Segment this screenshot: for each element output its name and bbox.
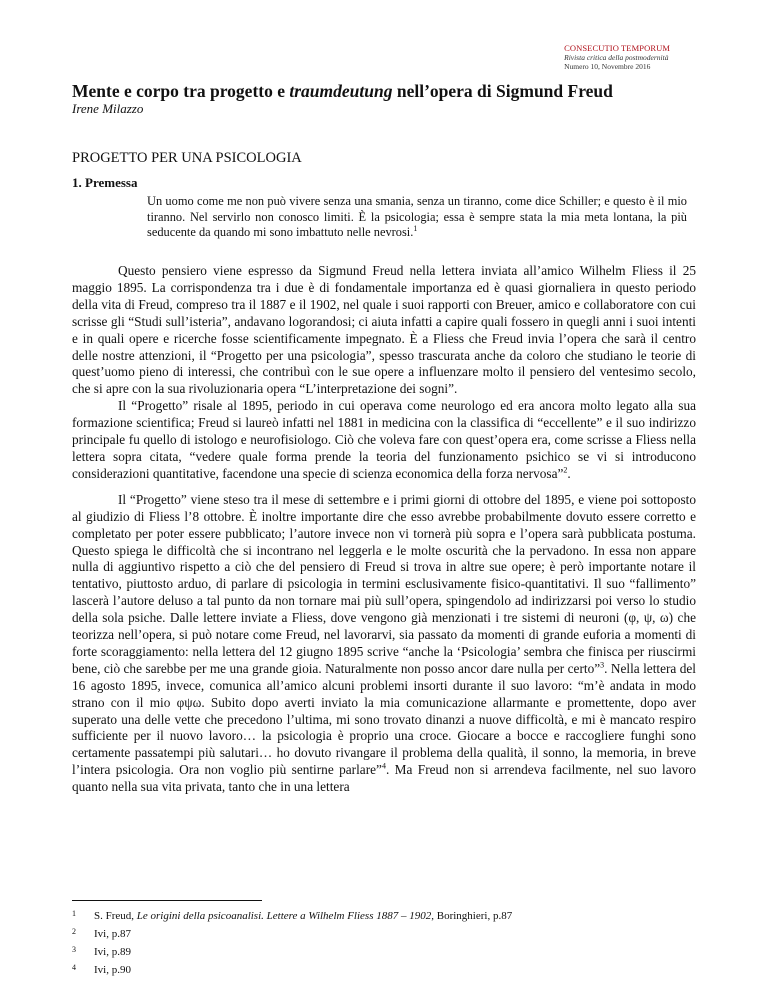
paragraph-3-text-b: . Nella lettera del 16 agosto 1895, invece, comunica all’amico alcuni problemi insorti durante il suo lavoro: “m’è andata in modo strano con il mio φψω. Subito dopo averti inviato la mia comunicazione allarmante e promettente, dopo aver superato una delle vette che precedono l’ultima, mi sono trovato dinanzi a nuove difficoltà, e mi è mancato respiro sufficiente per il nuovo lavoro… la psicologia è proprio una croce. Giocare a bocce e raccogliere funghi sono certamente passatempi più salutari… ho dovuto rivangare il problema della qualità, il sonno, la memoria, in breve l’intera psicologia. Ora non voglio più sentirne parlare” — [72, 660, 696, 778]
article-body — [72, 263, 696, 796]
paragraph-1 — [72, 263, 696, 398]
footnote-ref-3[interactable]: 3 — [600, 660, 605, 670]
footnote-text: Ivi, p.90 — [94, 964, 131, 976]
footnote-number: 4 — [72, 963, 76, 972]
journal-issue: Numero 10, Novembre 2016 — [564, 62, 651, 71]
footnote-number: 2 — [72, 927, 76, 936]
paragraph-2 — [72, 398, 696, 483]
footnote-text-end: , Boringhieri, p.87 — [431, 910, 513, 922]
footnote-4 — [72, 960, 702, 978]
title-part-1: Mente e corpo tra progetto e — [72, 81, 290, 101]
paragraph-3-text-a: Il “Progetto” viene steso tra il mese di settembre e i primi giorni di ottobre del 1895, e viene poi sottoposto al giudizio di Fliess l’8 ottobre. È inoltre importante dire che esso avrebbe probabilmente dovuto essere corretto e completato per poter essere pubblicato; l’autore invece non vi tornerà più sopra e l’opera sarà pubblicata postuma. Questo spiega le difficoltà che si incontrano nel leggerla e le molte oscurità che la pervadono. In essa non appare nulla di aggiuntivo rispetto a ciò che del pensiero di Freud si trova in altre sue opere; è però importante notare il tentativo, piuttosto arduo, di parlare di psicologia in termini esclusivamente fisico-quantitativi. Il suo “fallimento” lascerà l’autore deluso a tal punto da non tornare mai più sull’opera, spingendolo ad indirizzarsi poi verso lo studio della sola psiche. Dalle lettere inviate a Fliess, dove vengono già menzionati i tre sistemi di neuroni (φ, ψ, ω) che teorizza nell’opera, si può notare come Freud, nel lavorarvi, sia passato da momenti di grande euforia a momenti di forte scoraggiamento: nella lettera del 12 giugno 1895 scrive “anche la ‘Psicologia’ sembra che finisca per riuscirmi bene, ciò che sarebbe per me una grande gioia. Naturalmente non posso ancor dare nulla per certo” — [72, 491, 696, 676]
paragraph-1-text: Questo pensiero viene espresso da Sigmund Freud nella lettera inviata all’amico Wilhelm Fliess il 25 maggio 1895. La corrispondenza tra i due è di fondamentale importanza ed è quasi giornaliera in questo periodo della vita di Freud, compreso tra il 1887 e il 1902, nel quale i suoi rapporti con Breuer, amico e collaboratore con cui scrisse gli “Studi sull’isteria”, andavano logorandosi; ci aiuta infatti a capire quali fossero in quegli anni i suoi intenti e in quali opere e ricerche fosse scientificamente impegnato. È a Fliess che Freud invia l’opera che sarà il centro delle nostre attenzioni, il “Progetto per una psicologia”, spesso trascurata anche da coloro che studiano le teorie di quest’uomo pieno di interessi, che contribuì con le sue opere a influenzare molto il pensiero del ventesimo secolo, che si apre con la sua rivoluzionaria opera “L’interpretazione dei sogni”. — [72, 263, 696, 397]
section-heading: PROGETTO PER UNA PSICOLOGIA — [72, 150, 302, 166]
journal-name: CONSECUTIO TEMPORUM — [564, 43, 670, 53]
footnote-text: Ivi, p.87 — [94, 928, 131, 940]
paragraph-2-end: . — [567, 465, 571, 481]
title-emphasis: traumdeutung — [289, 81, 393, 101]
footnote-number: 1 — [72, 909, 76, 918]
paragraph-2-text: Il “Progetto” risale al 1895, periodo in cui operava come neurologo ed era ancora molto legato alla sua formazione scientifica; Freud si laureò infatti nel 1881 in medicina con la classifica di “eccellente” e il suo indirizzo principale fu quello di istologo e neurofisiologo. Ciò che voleva fare con quest’opera era, come scrisse a Fliess nella lettera sopra citata, “vedere quale forma prende la teoria del funzionamento psichico se vi si introducono considerazioni quantitative, facendone una specie di scienza economica della forza nervosa” — [72, 398, 696, 481]
footnote-divider — [72, 900, 262, 901]
article-author: Irene Milazzo — [72, 101, 144, 116]
footnote-text: Ivi, p.89 — [94, 946, 131, 958]
footnote-ref-1[interactable]: 1 — [413, 223, 418, 233]
article-title — [72, 81, 702, 101]
epigraph-quote — [147, 194, 687, 241]
journal-subtitle: Rivista critica della postmodernità — [564, 53, 669, 62]
footnotes — [72, 906, 702, 978]
subsection-heading: 1. Premessa — [72, 175, 138, 190]
title-part-2: nell’opera di Sigmund Freud — [392, 81, 613, 101]
footnote-2 — [72, 924, 702, 942]
footnote-book-title: Le origini della psicoanalisi. Lettere a Wilhelm Fliess 1887 – 1902 — [136, 910, 432, 922]
footnote-ref-4[interactable]: 4 — [381, 761, 386, 771]
footnote-number: 3 — [72, 945, 76, 954]
paragraph-3-text-c: . Ma Freud non si arrendeva facilmente, nel suo lavoro quanto nella sua vita privata, tanto che in una lettera — [72, 762, 696, 795]
footnote-ref-2[interactable]: 2 — [563, 465, 568, 475]
paragraph-3 — [72, 492, 696, 796]
journal-header — [564, 44, 670, 71]
epigraph-text: Un uomo come me non può vivere senza una smania, senza un tiranno, come dice Schiller; e questo è il mio tiranno. Nel servirlo non conosco limiti. È la psicologia; essa è sempre stata la mia meta lontana, la più seducente da quando mi sono imbattuto nelle nevrosi. — [147, 194, 687, 239]
footnote-text: S. Freud, — [94, 910, 137, 922]
footnote-1 — [72, 906, 702, 924]
footnote-3 — [72, 942, 702, 960]
